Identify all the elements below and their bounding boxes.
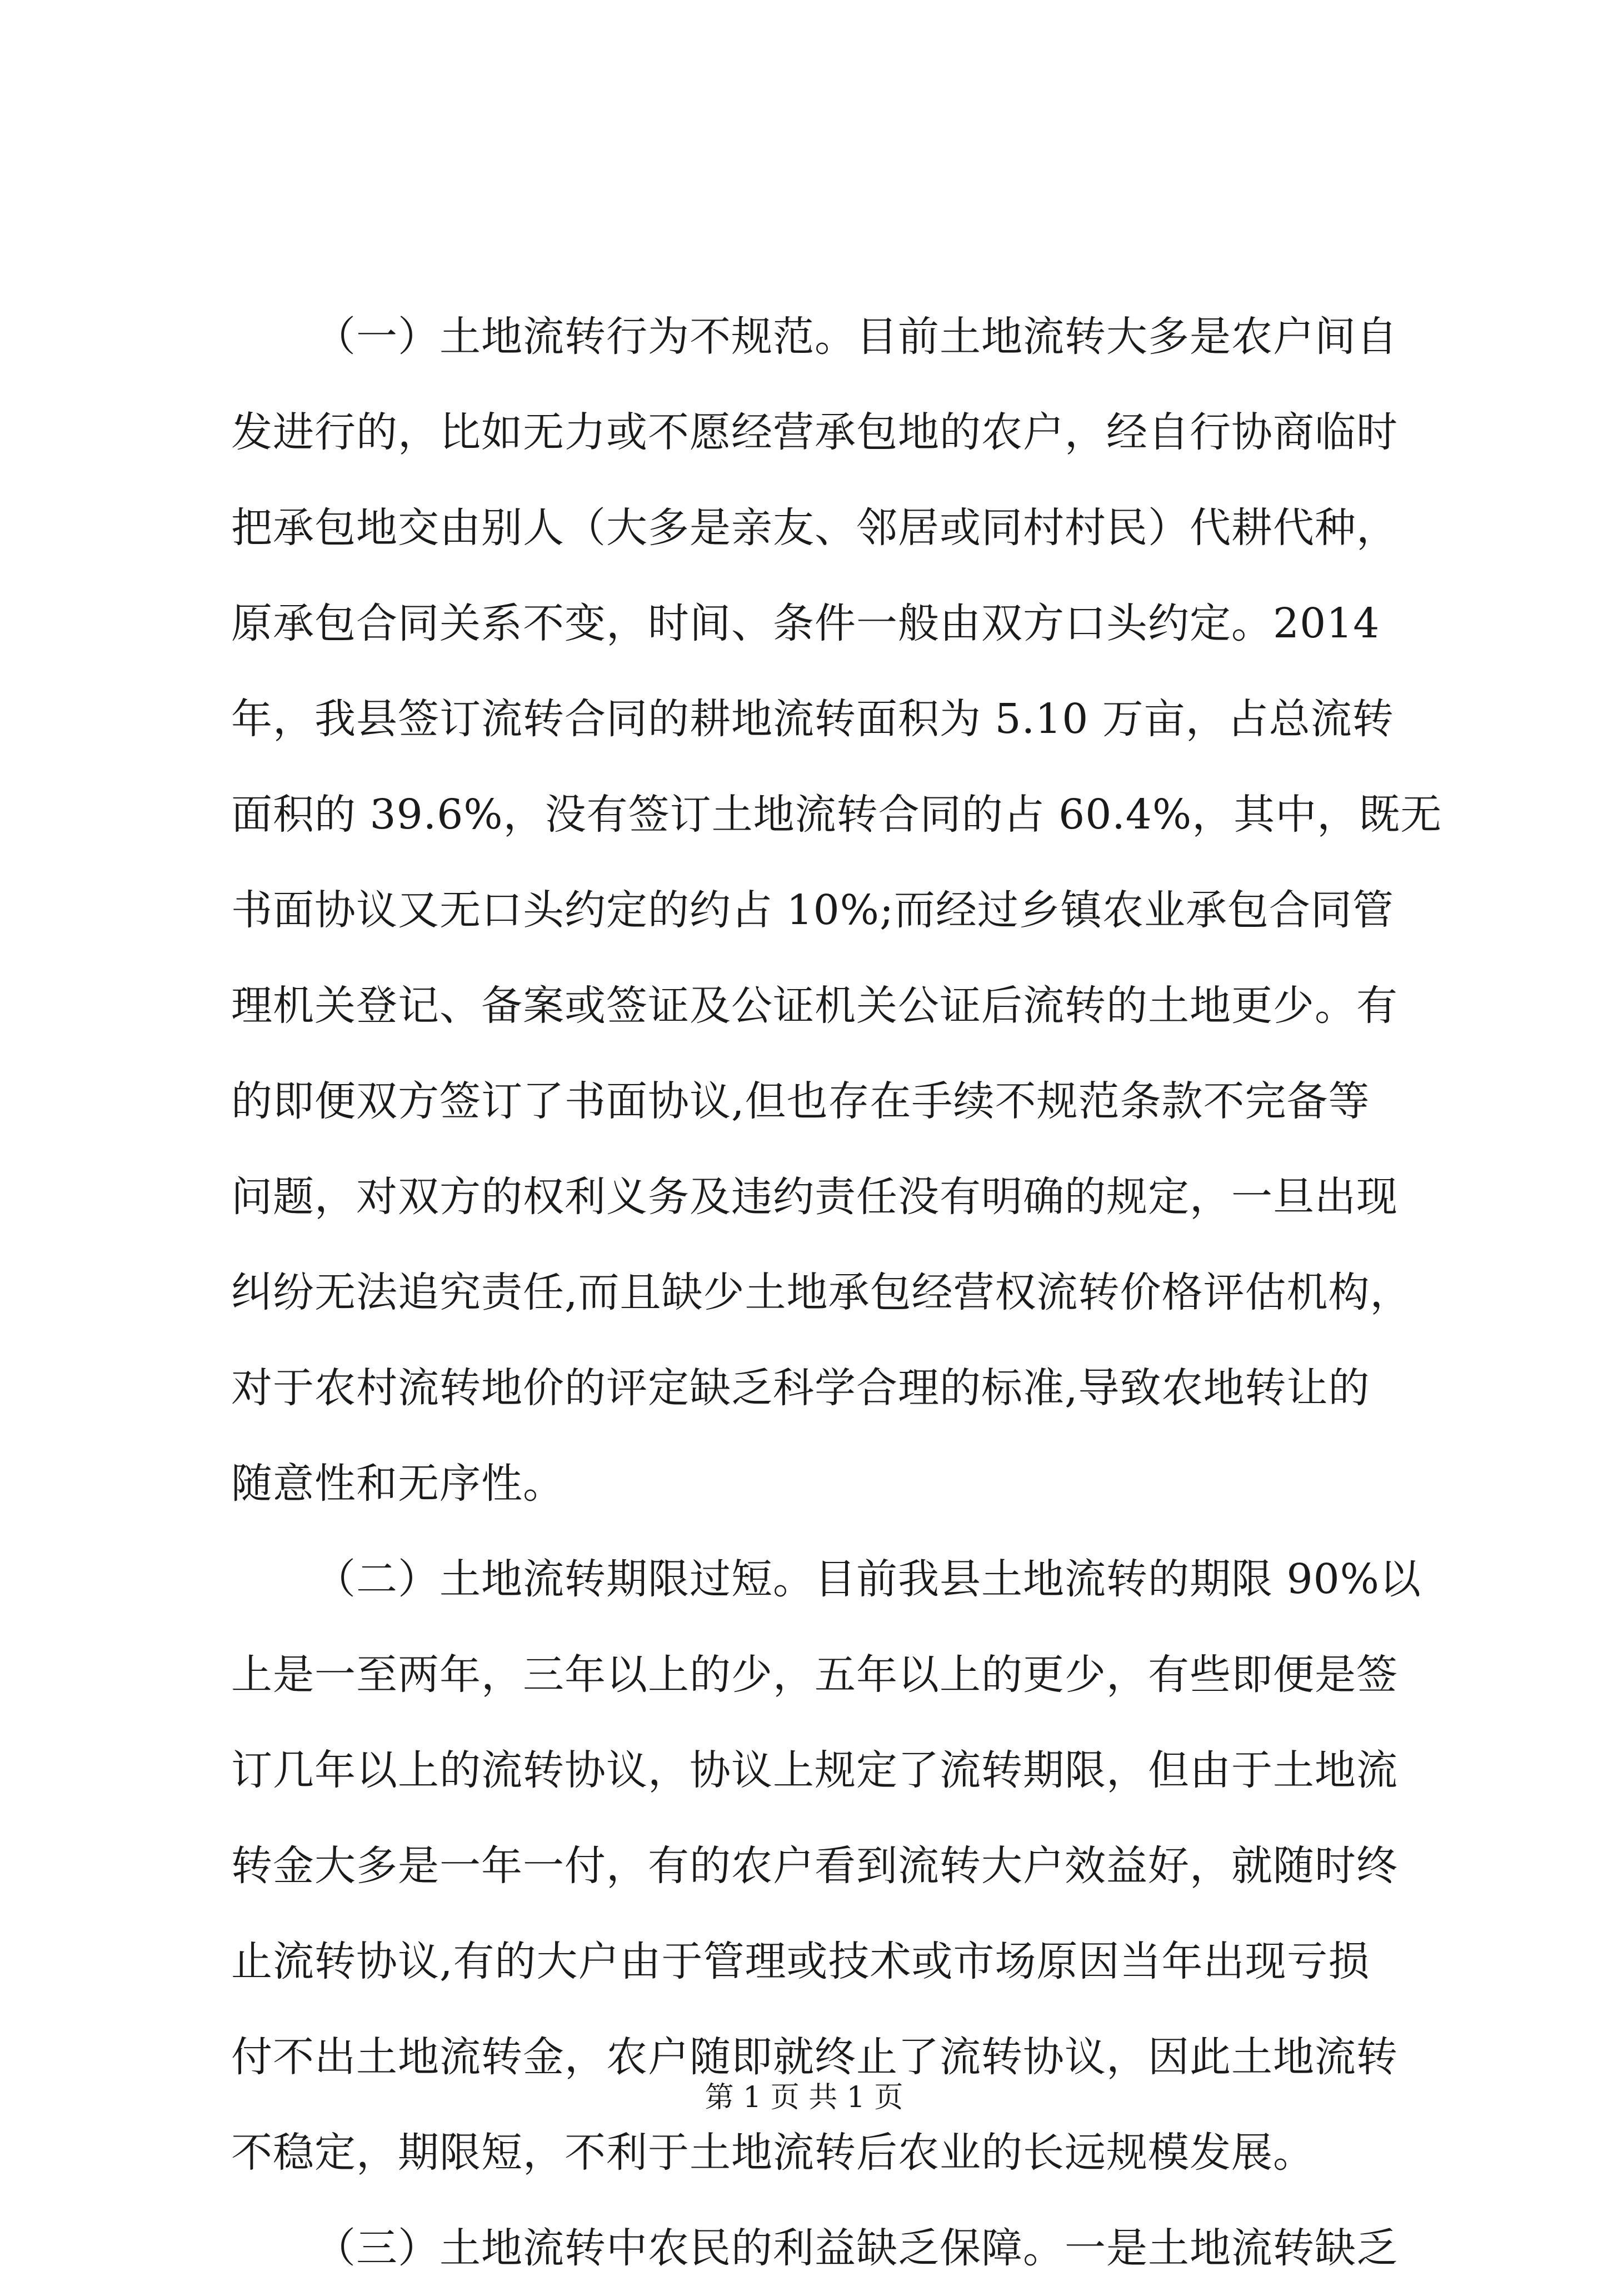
paragraph-1-line-8: 理机关登记、备案或签证及公证机关公证后流转的土地更少。有: [231, 982, 1398, 1030]
paragraph-1-line-1: （一）土地流转行为不规范。目前土地流转大多是农户间自: [314, 313, 1398, 361]
paragraph-1-line-10: 问题，对双方的权利义务及违约责任没有明确的规定，一旦出现: [231, 1173, 1398, 1221]
paragraph-1-line-5: 年，我县签订流转合同的耕地流转面积为 5.10 万亩，占总流转: [231, 695, 1394, 743]
paragraph-2-line-4: 转金大多是一年一付，有的农户看到流转大户效益好，就随时终: [231, 1842, 1398, 1890]
paragraph-2-line-1: （二）土地流转期限过短。目前我县土地流转的期限 90%以: [314, 1555, 1421, 1603]
paragraph-1-line-2: 发进行的，比如无力或不愿经营承包地的农户，经自行协商临时: [231, 408, 1398, 456]
paragraph-2-line-6: 付不出土地流转金，农户随即就终止了流转协议，因此土地流转: [231, 2033, 1398, 2081]
paragraph-1-line-6: 面积的 39.6%，没有签订土地流转合同的占 60.4%，其中，既无: [231, 791, 1442, 838]
paragraph-1-line-7: 书面协议又无口头约定的约占 10%;而经过乡镇农业承包合同管: [231, 886, 1394, 934]
paragraph-1-line-9: 的即便双方签订了书面协议,但也存在手续不规范条款不完备等: [231, 1077, 1370, 1125]
document-body: [231, 289, 1442, 2296]
paragraph-2-line-2: 上是一至两年，三年以上的少，五年以上的更少，有些即便是签: [231, 1651, 1398, 1699]
paragraph-2-line-5: 止流转协议,有的大户由于管理或技术或市场原因当年出现亏损: [231, 1938, 1370, 1985]
paragraph-2-line-7: 不稳定，期限短，不利于土地流转后农业的长远规模发展。: [231, 2129, 1315, 2177]
paragraph-1-line-11: 纠纷无法追究责任,而且缺少土地承包经营权流转价格评估机构，: [231, 1269, 1412, 1316]
page-footer: 第 1 页 共 1 页: [705, 2081, 903, 2114]
paragraph-1-line-13: 随意性和无序性。: [231, 1460, 565, 1508]
paragraph-1-line-3: 把承包地交由别人（大多是亲友、邻居或同村村民）代耕代种，: [231, 504, 1398, 552]
paragraph-1-line-12: 对于农村流转地价的评定缺乏科学合理的标准,导致农地转让的: [231, 1364, 1370, 1412]
paragraph-2-line-3: 订几年以上的流转协议，协议上规定了流转期限，但由于土地流: [231, 1746, 1398, 1794]
paragraph-3-line-1: （三）土地流转中农民的利益缺乏保障。一是土地流转缺乏: [314, 2224, 1398, 2272]
paragraph-1-line-4: 原承包合同关系不变，时间、条件一般由双方口头约定。2014: [231, 600, 1380, 647]
